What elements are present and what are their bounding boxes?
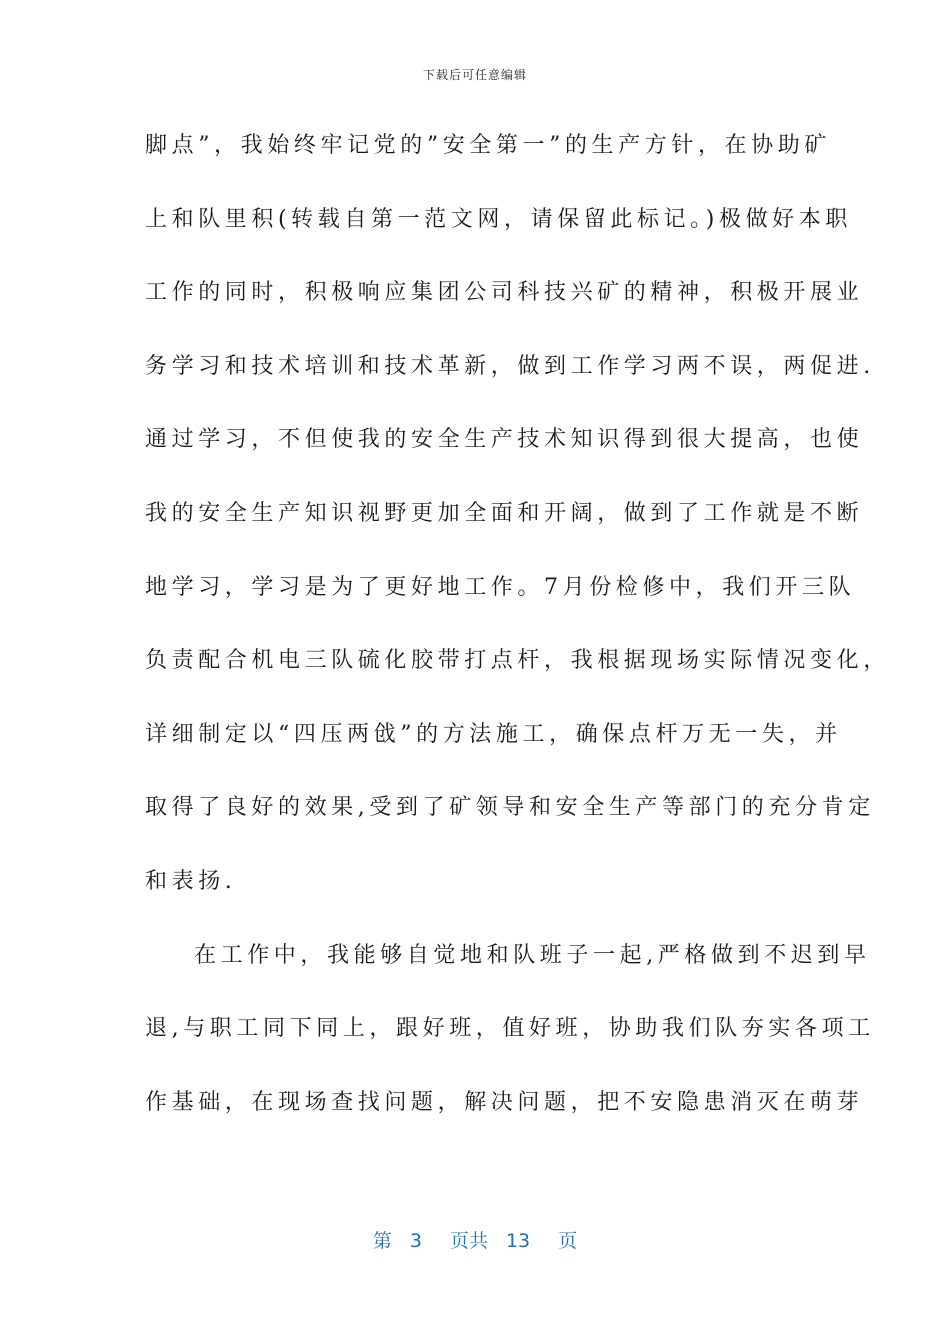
text-line: 上和队里积(转载自第一范文网，请保留此标记。)极做好本职 bbox=[145, 206, 852, 232]
header-note: 下载后可任意编辑 bbox=[422, 68, 527, 82]
total-pages-number: 13 bbox=[505, 1230, 531, 1252]
text-line: 务学习和技术培训和技术革新，做到工作学习两不误，两促进. bbox=[145, 353, 875, 379]
text-line: 取得了良好的效果,受到了矿领导和安全生产等部门的充分肯定 bbox=[145, 795, 875, 821]
text-line: 工作的同时，积极响应集团公司科技兴矿的精神，积极开展业 bbox=[145, 280, 864, 306]
text-line: 作基础，在现场查找问题，解决问题，把不安隐患消灭在萌芽 bbox=[145, 1089, 864, 1115]
footer-prefix: 第 bbox=[372, 1230, 392, 1252]
footer-suffix: 页 bbox=[558, 1230, 578, 1252]
footer-middle: 页共 bbox=[449, 1230, 488, 1252]
text-line: 地学习，学习是为了更好地工作。7月份检修中，我们开三队 bbox=[145, 574, 856, 600]
text-line: 详细制定以“四压两戗”的方法施工，确保点杆万无一失，并 bbox=[145, 721, 842, 747]
page-footer bbox=[0, 1226, 950, 1253]
paragraph-first-line: 在工作中，我能够自觉地和队班子一起,严格做到不迟到早 bbox=[194, 942, 871, 968]
text-line: 和表扬. bbox=[145, 868, 237, 894]
text-line: 脚点”，我始终牢记党的”安全第一”的生产方针，在协助矿 bbox=[145, 133, 831, 158]
text-line: 通过学习，不但使我的安全生产技术知识得到很大提高，也使 bbox=[145, 427, 864, 453]
body-text bbox=[145, 122, 890, 1152]
text-line: 我的安全生产知识视野更加全面和开阔，做到了工作就是不断 bbox=[145, 500, 864, 526]
text-line: 退,与职工同下同上，跟好班，值好班，协助我们队夯实各项工 bbox=[145, 1016, 875, 1042]
current-page-number: 3 bbox=[409, 1230, 422, 1252]
text-line: 负责配合机电三队硫化胶带打点杆，我根据现场实际情况变化， bbox=[145, 648, 890, 674]
